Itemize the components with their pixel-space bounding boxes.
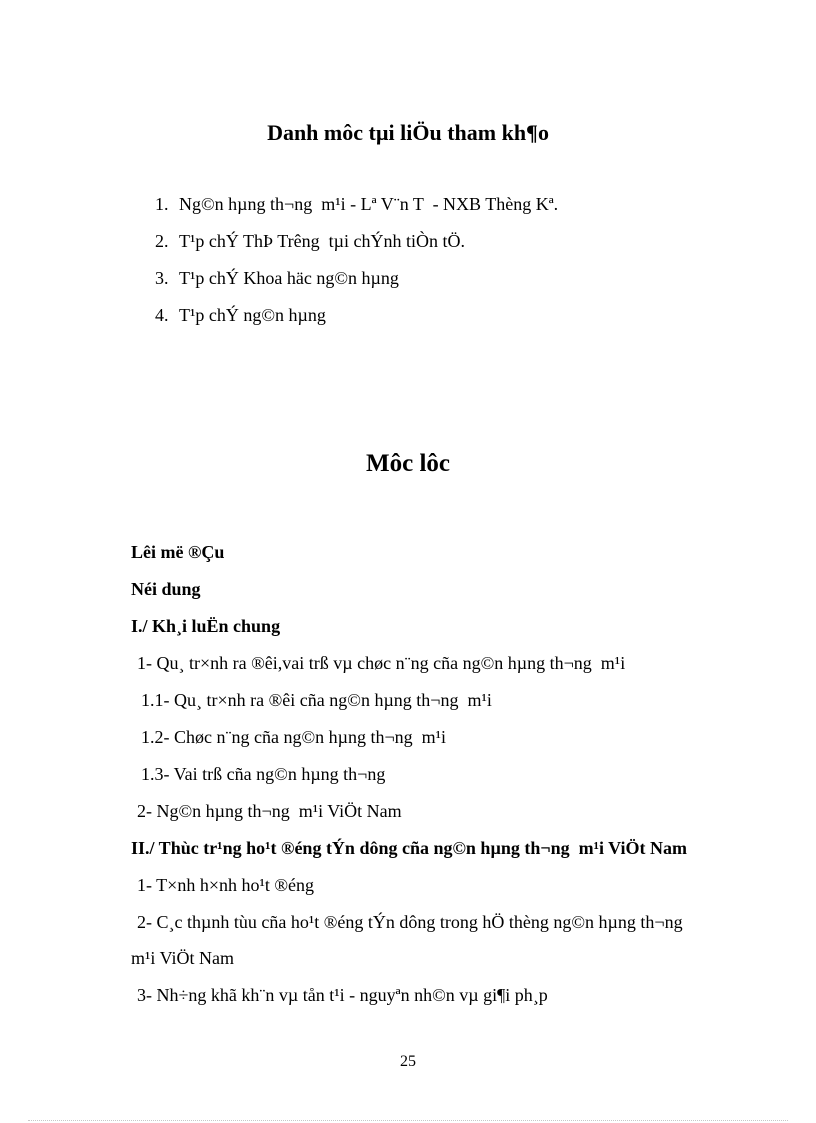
table-of-contents (131, 540, 701, 1020)
toc-entry-content: Néi dung (131, 579, 201, 599)
reference-number: 3. (155, 268, 169, 288)
toc-entry: 1- Qu¸ tr×nh ra ®êi,vai trß vµ chøc n¨ng cña ng©n hµng th¬ng m¹i (137, 653, 626, 673)
reference-item (155, 192, 558, 229)
toc-entry-section-2: II./ Thùc tr¹ng ho¹t ®éng tÝn dông cña ng©n hµng th¬ng m¹i ViÖt Nam (131, 838, 687, 858)
toc-entry: 3- Nh÷ng khã kh¨n vµ tån t¹i - nguyªn nh©n vµ gi¶i ph¸p (137, 985, 548, 1005)
page-bottom-divider (28, 1120, 788, 1121)
toc-entry: 2- Ng©n hµng th¬ng m¹i ViÖt Nam (137, 801, 402, 821)
reference-text: T¹p chÝ ThÞ Trêng tµi chÝnh tiÒn tÖ. (179, 231, 465, 251)
reference-number: 4. (155, 305, 169, 325)
toc-entry-section-1: I./ Kh¸i luËn chung (131, 616, 281, 636)
reference-text: T¹p chÝ ng©n hµng (179, 305, 326, 325)
reference-number: 2. (155, 231, 169, 251)
toc-entry-introduction: Lêi më ®Çu (131, 542, 225, 562)
reference-item (155, 266, 558, 303)
reference-item (155, 229, 558, 266)
toc-title: Môc lôc (366, 450, 450, 477)
references-list (155, 192, 558, 340)
reference-item (155, 303, 558, 340)
toc-entry: 1.3- Vai trß cña ng©n hµng th¬ng (141, 764, 386, 784)
toc-entry: 1.2- Chøc n¨ng cña ng©n hµng th¬ng m¹i (141, 727, 447, 747)
reference-text: Ng©n hµng th¬ng m¹i - Lª V¨n T - NXB Thèng Kª. (179, 194, 559, 214)
page-number: 25 (400, 1053, 416, 1070)
toc-entry: 1.1- Qu¸ tr×nh ra ®êi cña ng©n hµng th¬ng m¹i (141, 690, 492, 710)
toc-entry: 2- C¸c thµnh tùu cña ho¹t ®éng tÝn dông trong hÖ thèng ng©n hµng th¬ng m¹i ViÖt Nam (131, 912, 683, 968)
reference-text: T¹p chÝ Khoa häc ng©n hµng (179, 268, 399, 288)
references-title: Danh môc tµi liÖu tham kh¶o (267, 120, 549, 145)
toc-entry: 1- T×nh h×nh ho¹t ®éng (137, 875, 315, 895)
reference-number: 1. (155, 194, 169, 214)
